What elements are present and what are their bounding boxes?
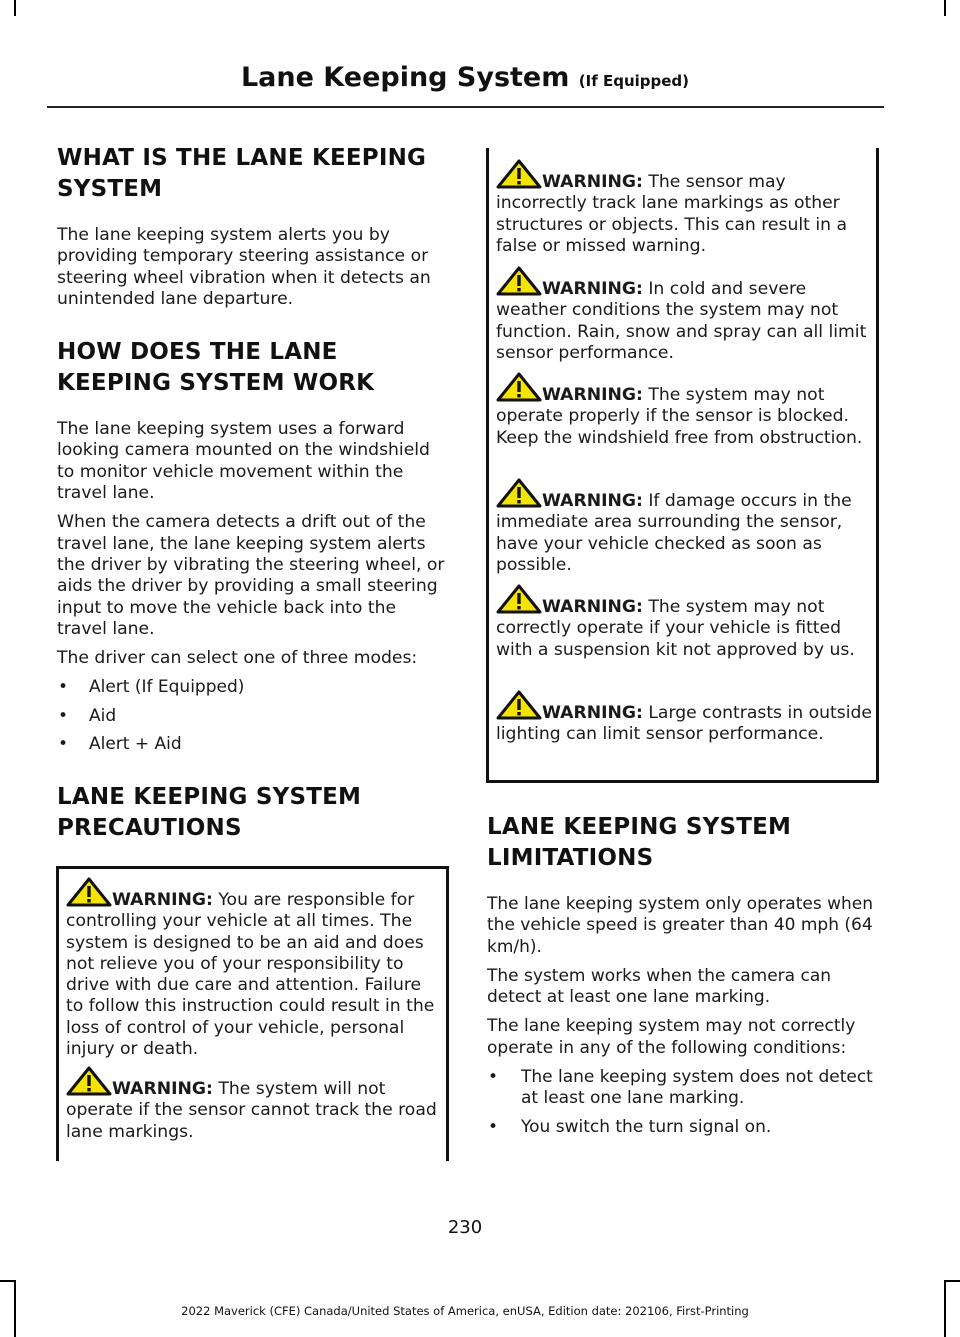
- warning-text: The system may not correctly operate if your vehicle is fitted with a suspension kit not approved by us.: [496, 597, 855, 660]
- modes-list: [57, 677, 449, 755]
- page-header: [0, 62, 930, 93]
- warning-triangle-icon: [66, 1066, 112, 1096]
- warning-text: The sensor may incorrectly track lane markings as other structures or objects. This can result in a false or missed warning.: [496, 172, 847, 256]
- how-body-3: The driver can select one of three modes:: [57, 648, 418, 669]
- list-item: • Aid: [57, 706, 449, 727]
- warning-item: WARNING: In cold and severe weather conditions the system may not function. Rain, snow and spray can all limit sensor performance.: [496, 266, 872, 364]
- warning-triangle-icon: [496, 690, 542, 720]
- list-item: • The lane keeping system does not detect at least one lane marking.: [487, 1067, 879, 1110]
- crop-mark-top-left: [14, 0, 16, 16]
- left-column: [57, 143, 449, 844]
- how-body-2: When the camera detects a drift out of the travel lane, the lane keeping system alerts the driver by vibrating the steering wheel, or aids the driver by providing a small steering input to move the vehicle back into the travel lane.: [57, 512, 445, 639]
- conditions-list: [487, 1067, 879, 1138]
- page-number: 230: [447, 1217, 483, 1238]
- limitations-body-3: The lane keeping system may not correctly operate in any of the following conditions:: [487, 1016, 856, 1058]
- how-body-1: The lane keeping system uses a forward looking camera mounted on the windshield to monitor vehicle movement within the travel lane.: [57, 419, 430, 504]
- list-item: • Alert (If Equipped): [57, 677, 449, 698]
- warning-triangle-icon: [496, 372, 542, 402]
- warning-item: WARNING: The sensor may incorrectly track lane markings as other structures or objects. This can result in a false or missed warning.: [496, 159, 872, 257]
- header-subtitle: (If Equipped): [578, 72, 690, 90]
- warning-triangle-icon: [496, 266, 542, 296]
- warning-text: The system will not operate if the sensor cannot track the road lane markings.: [66, 1079, 437, 1142]
- warning-triangle-icon: [496, 159, 542, 189]
- what-is-body: The lane keeping system alerts you by providing temporary steering assistance or steering wheel vibration when it detects an unintended lane departure.: [57, 225, 431, 309]
- warning-item: WARNING: The system will not operate if the sensor cannot track the road lane markings.: [66, 1066, 442, 1143]
- limitations-body-2: The system works when the camera can detect at least one lane marking.: [487, 965, 832, 1008]
- crop-mark-top-right: [944, 0, 946, 16]
- warning-triangle-icon: [496, 478, 542, 508]
- edition-footer: 2022 Maverick (CFE) Canada/United States of America, enUSA, Edition date: 202106, First-Printing: [181, 1304, 749, 1318]
- heading-how-does: HOW DOES THE LANE KEEPING SYSTEM WORK: [57, 339, 375, 397]
- heading-limitations: LANE KEEPING SYSTEM LIMITATIONS: [487, 814, 792, 871]
- warning-item: WARNING: The system may not operate properly if the sensor is blocked. Keep the windshield free from obstruction.: [496, 372, 872, 449]
- header-rule: [47, 106, 884, 108]
- warning-text: You are responsible for controlling your vehicle at all times. The system is designed to be an aid and does not relieve you of your responsibility to drive with due care and attention. Failure to follow this instruction could result in the loss of control of your vehicle, personal injury or death.: [66, 890, 435, 1060]
- list-item: • Alert + Aid: [57, 734, 449, 755]
- crop-mark-bottom-right: [944, 1280, 946, 1337]
- precautions-warning-box: [56, 866, 449, 1161]
- crop-mark-bottom-left-h: [0, 1280, 16, 1282]
- warning-text: If damage occurs in the immediate area surrounding the sensor, have your vehicle checked as soon as possible.: [496, 491, 852, 575]
- warning-item: WARNING: The system may not correctly operate if your vehicle is fitted with a suspension kit not approved by us.: [496, 584, 872, 661]
- warning-item: WARNING: If damage occurs in the immediate area surrounding the sensor, have your vehicle checked as soon as possible.: [496, 478, 872, 576]
- warning-triangle-icon: [496, 584, 542, 614]
- header-title: Lane Keeping System: [240, 62, 570, 93]
- warning-text: In cold and severe weather conditions the system may not function. Rain, snow and spray can all limit sensor performance.: [496, 279, 867, 363]
- crop-mark-bottom-right-h: [944, 1280, 960, 1282]
- warning-text: Large contrasts in outside lighting can limit sensor performance.: [496, 703, 872, 745]
- heading-what-is: WHAT IS THE LANE KEEPING SYSTEM: [57, 145, 427, 202]
- warning-item: WARNING: Large contrasts in outside lighting can limit sensor performance.: [496, 690, 872, 746]
- heading-precautions: LANE KEEPING SYSTEM PRECAUTIONS: [57, 784, 362, 842]
- warning-text: The system may not operate properly if the sensor is blocked. Keep the windshield free from obstruction.: [496, 385, 863, 448]
- warnings-box: [486, 148, 879, 783]
- limitations-body-1: The lane keeping system only operates when the vehicle speed is greater than 40 mph (64 km/h).: [487, 894, 874, 957]
- list-item: • You switch the turn signal on.: [487, 1117, 879, 1138]
- limitations-section: [487, 812, 879, 1145]
- warning-triangle-icon: [66, 877, 112, 907]
- warning-item: WARNING: You are responsible for controlling your vehicle at all times. The system is designed to be an aid and does not relieve you of your responsibility to drive with due care and attention. Failure to follow this instruction could result in the loss of control of your vehicle, personal injury or death.: [66, 877, 442, 1060]
